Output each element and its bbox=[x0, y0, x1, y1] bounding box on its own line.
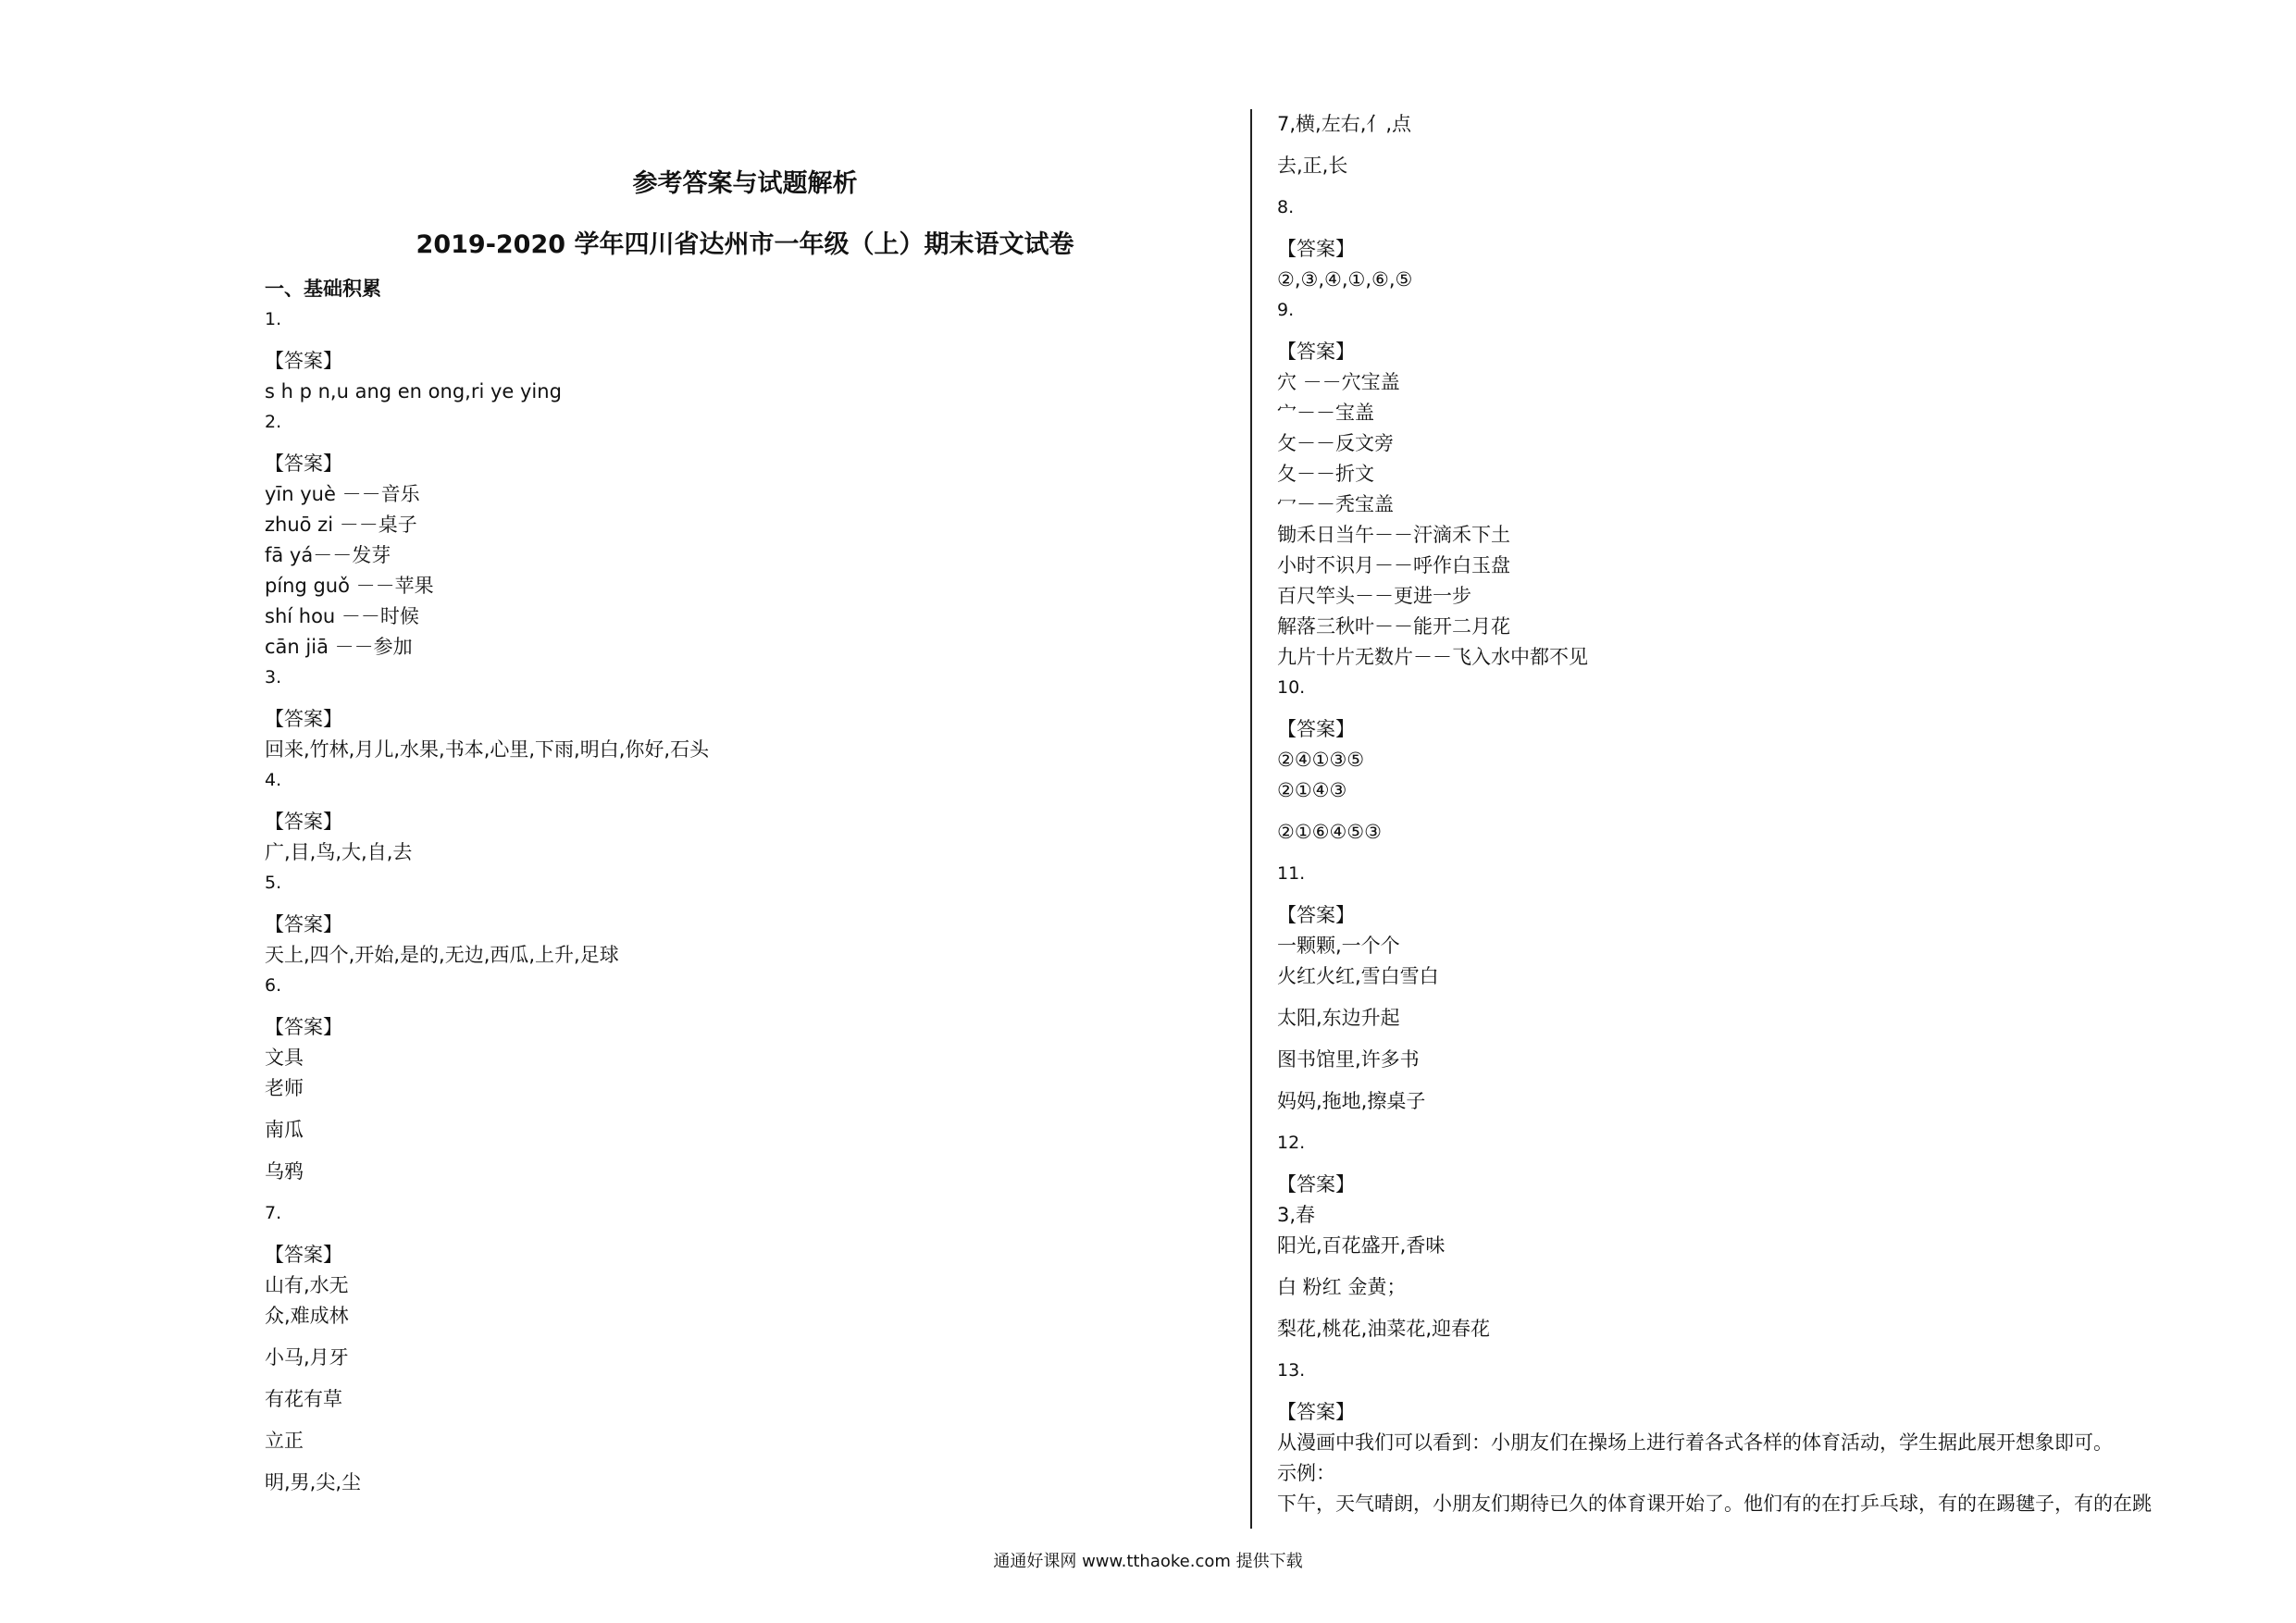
column-divider bbox=[1250, 109, 1252, 1529]
answer-line: 【答案】 bbox=[265, 811, 342, 833]
answer-line: ②④①③⑤ bbox=[1277, 749, 1365, 771]
answer-line: 6. bbox=[265, 975, 282, 996]
answer-line: 【答案】 bbox=[265, 913, 342, 935]
answer-line: 立正 bbox=[265, 1430, 304, 1452]
answer-line: 10. bbox=[1277, 677, 1306, 698]
answer-line: 4. bbox=[265, 770, 282, 790]
page-footer: 通通好课网 www.tthaoke.com 提供下载 bbox=[993, 1552, 1303, 1571]
answer-line: 【答案】 bbox=[1277, 238, 1355, 260]
answer-line: 【答案】 bbox=[265, 452, 342, 475]
answer-line: 下午，天气晴朗，小朋友们期待已久的体育课开始了。他们有的在打乒乓球，有的在踢毽子，有的在跳 bbox=[1277, 1493, 2152, 1515]
answer-line: 13. bbox=[1277, 1360, 1306, 1381]
answer-line: 冖－－秃宝盖 bbox=[1277, 493, 1394, 515]
answer-line: 广,目,鸟,大,自,去 bbox=[265, 841, 413, 863]
answer-line: 火红火红,雪白雪白 bbox=[1277, 965, 1439, 987]
answer-line: 一颗颗,一个个 bbox=[1277, 935, 1400, 957]
answer-line: ②①⑥④⑤③ bbox=[1277, 821, 1382, 843]
answer-line: s h p n,u ang en ong,ri ye ying bbox=[265, 380, 562, 403]
answer-line: fā yá－－发芽 bbox=[265, 544, 391, 566]
answer-line: 11. bbox=[1277, 863, 1306, 884]
answer-line: 9. bbox=[1277, 300, 1295, 320]
answer-line: 示例： bbox=[1277, 1462, 1335, 1484]
answer-line: 乌鸦 bbox=[265, 1160, 304, 1183]
answer-line: 7,横,左右,亻,点 bbox=[1277, 113, 1412, 135]
answer-line: 穴 －－穴宝盖 bbox=[1277, 371, 1400, 393]
answer-line: 阳光,百花盛开,香味 bbox=[1277, 1234, 1446, 1257]
answer-line: 锄禾日当午－－汗滴禾下土 bbox=[1277, 524, 1510, 546]
answer-line: 有花有草 bbox=[265, 1388, 342, 1410]
answer-line: 图书馆里,许多书 bbox=[1277, 1048, 1420, 1071]
page-title: 参考答案与试题解析 bbox=[632, 169, 858, 198]
answer-line: 白 粉红 金黄； bbox=[1277, 1276, 1407, 1298]
answer-line: 小时不识月－－呼作白玉盘 bbox=[1277, 554, 1510, 576]
answer-line: 【答案】 bbox=[1277, 341, 1355, 363]
answer-line: 去,正,长 bbox=[1277, 155, 1348, 177]
answer-line: cān jiā －－参加 bbox=[265, 636, 413, 658]
answer-line: 南瓜 bbox=[265, 1119, 304, 1141]
answer-line: 【答案】 bbox=[1277, 1173, 1355, 1196]
answer-line: 3. bbox=[265, 667, 282, 688]
answer-line: 众,难成林 bbox=[265, 1305, 349, 1327]
answer-line: 2. bbox=[265, 412, 282, 432]
answer-line: 解落三秋叶－－能开二月花 bbox=[1277, 615, 1510, 638]
answer-line: 百尺竿头－－更进一步 bbox=[1277, 585, 1471, 607]
answer-line: 3,春 bbox=[1277, 1204, 1316, 1226]
answer-line: 妈妈,拖地,擦桌子 bbox=[1277, 1090, 1426, 1112]
left-answer-column bbox=[265, 274, 1227, 1498]
answer-line: píng guǒ －－苹果 bbox=[265, 575, 434, 597]
answer-line: 【答案】 bbox=[1277, 1401, 1355, 1423]
answer-line: 从漫画中我们可以看到：小朋友们在操场上进行着各式各样的体育活动，学生据此展开想象即可。 bbox=[1277, 1431, 2113, 1454]
answer-line: 1. bbox=[265, 309, 282, 329]
answer-line: 宀－－宝盖 bbox=[1277, 402, 1374, 424]
answer-line: shí hou －－时候 bbox=[265, 605, 419, 627]
answer-line: 梨花,桃花,油菜花,迎春花 bbox=[1277, 1318, 1491, 1340]
answer-line: 【答案】 bbox=[265, 350, 342, 372]
answer-line: 【答案】 bbox=[265, 1016, 342, 1038]
answer-line: 攵－－反文旁 bbox=[1277, 432, 1394, 454]
answer-line: 山有,水无 bbox=[265, 1274, 349, 1296]
answer-line: 【答案】 bbox=[265, 1244, 342, 1266]
answer-line: 8. bbox=[1277, 197, 1295, 217]
answer-line: 12. bbox=[1277, 1133, 1306, 1153]
answer-line: 明,男,尖,尘 bbox=[265, 1471, 362, 1493]
answer-line: 文具 bbox=[265, 1047, 304, 1069]
answer-line: 回来,竹林,月儿,水果,书本,心里,下雨,明白,你好,石头 bbox=[265, 738, 710, 761]
answer-line: 九片十片无数片－－飞入水中都不见 bbox=[1277, 646, 1588, 668]
answer-line: 【答案】 bbox=[1277, 904, 1355, 926]
answer-line: yīn yuè －－音乐 bbox=[265, 483, 420, 505]
answer-line: 7. bbox=[265, 1203, 282, 1223]
answer-line: ②①④③ bbox=[1277, 779, 1347, 801]
answer-line: 夂－－折文 bbox=[1277, 463, 1374, 485]
answer-line: 小马,月牙 bbox=[265, 1346, 349, 1369]
answer-line: 太阳,东边升起 bbox=[1277, 1007, 1400, 1029]
answer-line: 一、基础积累 bbox=[265, 278, 381, 300]
page-subtitle: 2019-2020 学年四川省达州市一年级（上）期末语文试卷 bbox=[416, 230, 1074, 259]
answer-line: 老师 bbox=[265, 1077, 304, 1099]
answer-line: zhuō zi －－桌子 bbox=[265, 514, 417, 536]
answer-line: ②,③,④,①,⑥,⑤ bbox=[1277, 268, 1413, 291]
answer-line: 天上,四个,开始,是的,无边,西瓜,上升,足球 bbox=[265, 944, 619, 966]
right-answer-column bbox=[1277, 109, 2240, 1519]
answer-line: 【答案】 bbox=[265, 708, 342, 730]
answer-line: 【答案】 bbox=[1277, 718, 1355, 740]
answer-line: 5. bbox=[265, 873, 282, 893]
